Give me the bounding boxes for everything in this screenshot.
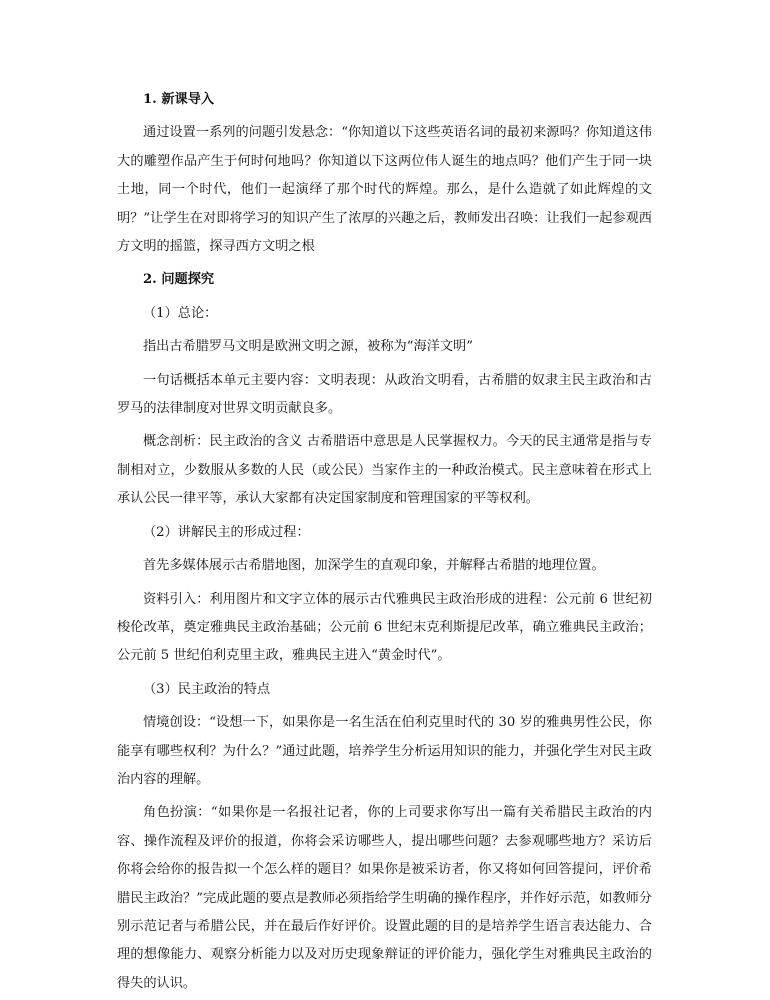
paragraph-intro: 通过设置一系列的问题引发悬念：“你知道以下这些英语名词的最初来源吗？你知道这伟大的雕塑作品产生于何时何地吗？你知道以下这两位伟人诞生的地点吗？他们产生于同一块土地，同一个时代，他们一起演绎了那个时代的辉煌。那么，是什么造就了如此辉煌的文明？”让学生在对即将学习的知识产生了浓厚的兴趣之后，教师发出召唤：让我们一起参观西方文明的摇篮，探寻西方文明之根 bbox=[117, 125, 652, 255]
paragraph-scenario: 情境创设：“设想一下，如果你是一名生活在伯利克里时代的 30 岁的雅典男性公民，你能享有哪些权利？为什么？”通过此题，培养学生分析运用知识的能力，并强化学生对民主政治内容的理解。 bbox=[117, 715, 652, 787]
paragraph-map: 首先多媒体展示古希腊地图，加深学生的直观印象，并解释古希腊的地理位置。 bbox=[143, 558, 605, 574]
document-body bbox=[117, 86, 652, 998]
paragraph-materials: 资料引入：利用图片和文字立体的展示古代雅典民主政治形成的进程：公元前 6 世纪初梭伦改革，奠定雅典民主政治基础；公元前 6 世纪末克利斯提尼改革，确立雅典民主政治；公元前 5 世纪伯利克里主政，雅典民主进入“黄金时代”。 bbox=[117, 591, 652, 664]
paragraph-role-play: 角色扮演：“如果你是一名报社记者，你的上司要求你写出一篇有关希腊民主政治的内容、操作流程及评价的报道，你将会采访哪些人，提出哪些问题？去参观哪些地方？采访后你将会给你的报告拟一个怎么样的题目？如果你是被采访者，你又将如何回答提问，评价希腊民主政治？”完成此题的要点是教师必须指给学生明确的操作程序，并作好示范，如教师分别示范记者与希腊公民，并在最后作好评价。设置此题的目的是培养学生语言表达能力、合理的想像能力、观察分析能力以及对历史现象辩证的评价能力，强化学生对雅典民主政治的得失的认识。 bbox=[117, 805, 652, 991]
paragraph-concept: 概念剖析：民主政治的含义 古希腊语中意思是人民掌握权力。今天的民主通常是指与专制相对立，少数服从多数的人民（或公民）当家作主的一种政治模式。民主意味着在形式上承认公民一律平等，承认大家都有决定国家制度和管理国家的平等权利。 bbox=[117, 434, 652, 507]
section-heading-inquiry: 2. 问题探究 bbox=[143, 272, 215, 288]
subheading-formation: （2）讲解民主的形成过程： bbox=[143, 524, 310, 540]
subheading-overview: （1）总论： bbox=[143, 305, 218, 321]
subheading-features: （3）民主政治的特点 bbox=[143, 681, 271, 697]
paragraph-origin: 指出古希腊罗马文明是欧洲文明之源，被称为“海洋文明” bbox=[143, 339, 473, 355]
paragraph-summary: 一句话概括本单元主要内容：文明表现：从政治文明看，古希腊的奴隶主民主政治和古罗马的法律制度对世界文明贡献良多。 bbox=[117, 372, 652, 417]
section-heading-new-lesson: 1. 新课导入 bbox=[143, 92, 215, 107]
